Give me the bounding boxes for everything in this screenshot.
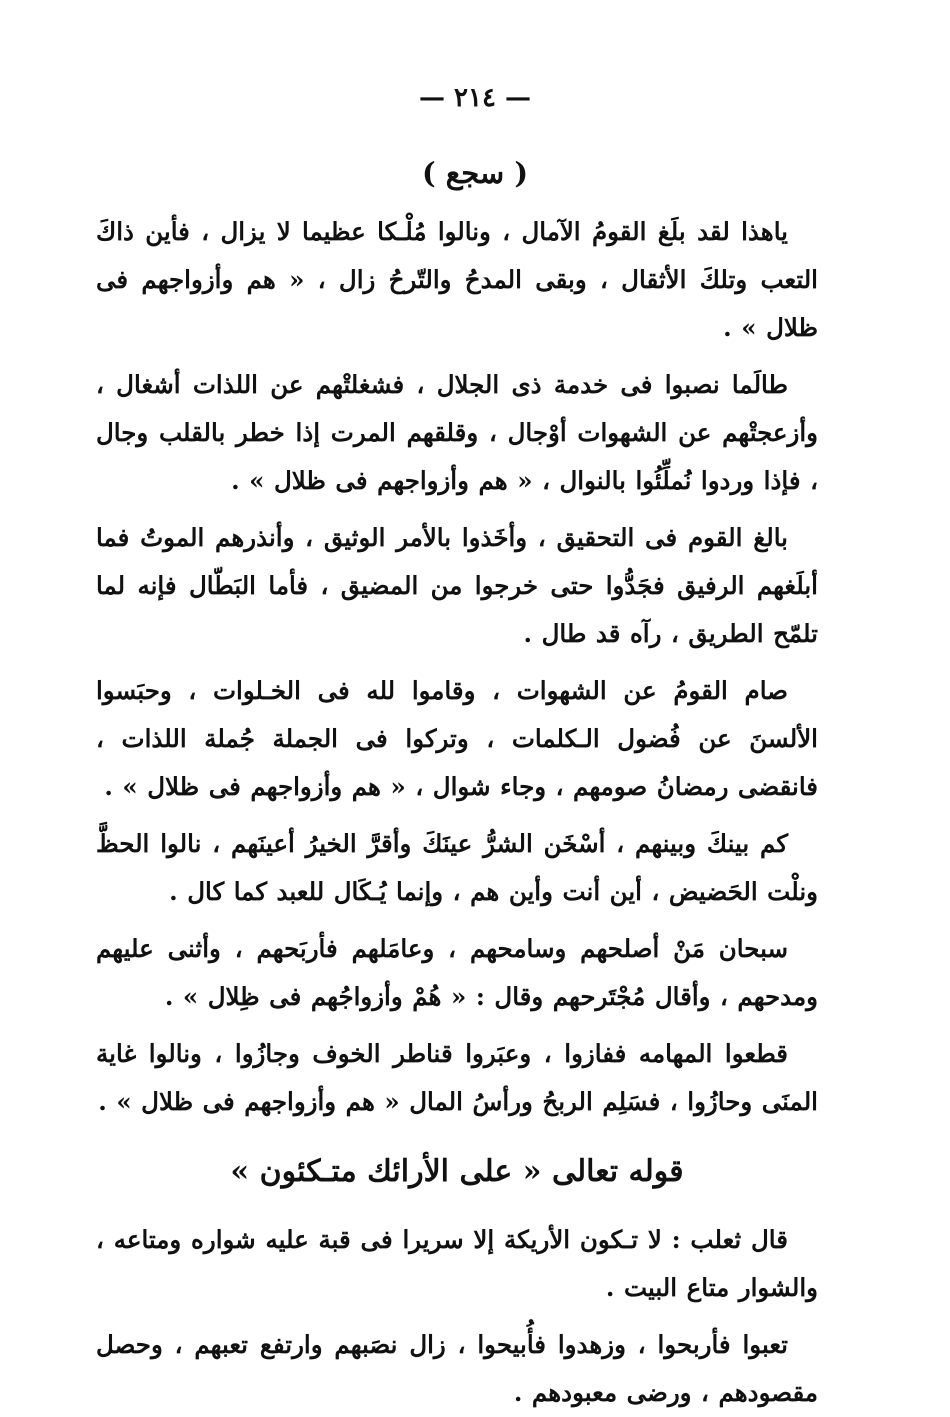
page-number: — ٢١٤ — xyxy=(418,83,532,113)
paragraph: سبحان مَنْ أصلحهم وسامحهم ، وعامَلهم فأربَحهم ، وأثنى عليهم ومدحهم ، وأقال مُجْتَرحهم وقال : « هُمْ وأزواجُهم فى ظِلال » . xyxy=(96,934,818,1011)
subheading: قوله تعالى « على الأرائك متـكئون » xyxy=(230,1154,684,1189)
page-body xyxy=(96,208,818,1417)
paragraph: قال ثعلب : لا تـكون الأريكة إلا سريرا فى قبة عليه شواره ومتاعه ، والشوار متاع البيت . xyxy=(96,1225,818,1302)
paragraph: ياهذا لقد بلَغ القومُ الآمال ، ونالوا مُلْـكا عظيما لا يزال ، فأين ذاكَ التعب وتلكَ الأثقال ، وبقى المدحُ والتّرحُ زال ، « هم وأزواجهم فى ظلال » . xyxy=(96,217,818,342)
paragraph: صام القومُ عن الشهوات ، وقاموا لله فى الخـلوات ، وحبَسوا الألسنَ عن فُضول الـكلمات ، وتركوا فى الجملة جُملة اللذات ، فانقضى رمضانُ صومهم ، وجاء شوال ، « هم وأزواجهم فى ظلال » . xyxy=(96,676,818,801)
paragraph: تعبوا فأربحوا ، وزهدوا فأُبيحوا ، زال نصَبهم وارتفع تعبهم ، وحصل مقصودهم ، ورضى معبودهم . xyxy=(96,1330,818,1407)
paragraph: كم بينكَ وبينهم ، أسْخَن الشرُّ عينَكَ وأقرَّ الخيرُ أعينَهم ، نالوا الحظَّ ونلْت الحَضيض ، أين أنت وأين هم ، وإنما يُـكَال للعبد كما كال . xyxy=(96,829,818,906)
section-heading: ( سجع ) xyxy=(421,156,529,190)
paragraph: قطعوا المهامه ففازوا ، وعبَروا قناطر الخوف وجازُوا ، ونالوا غاية المنَى وحازُوا ، فسَلِم الربحُ ورأسُ المال « هم وأزواجهم فى ظلال » . xyxy=(96,1039,818,1116)
paragraph: بالغ القوم فى التحقيق ، وأخَذوا بالأمر الوثيق ، وأنذرهم الموتُ فما أبلَغهم الرفيق فجَدُّوا حتى خرجوا من المضيق ، فأما البَطّال فإنه لما تلمّح الطريق ، رآه قد طال . xyxy=(96,523,818,648)
paragraph: طالَما نصبوا فى خدمة ذى الجلال ، فشغلتْهم عن اللذات أشغال ، وأزعجتْهم عن الشهوات أوْجال ، وقلقهم المرت إذا خطر بالقلب وجال ، فإذا وردوا نُملِّئُوا بالنوال ، « هم وأزواجهم فى ظلال » . xyxy=(96,370,818,495)
